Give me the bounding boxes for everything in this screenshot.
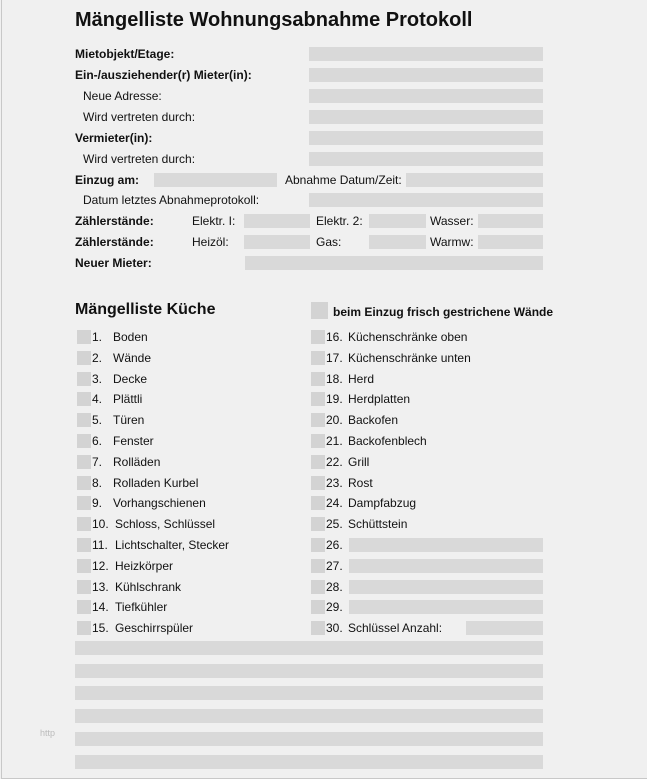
item-checkbox[interactable] xyxy=(77,621,91,635)
item-label: Tiefkühler xyxy=(115,600,168,614)
note-line[interactable] xyxy=(75,755,543,769)
field-wasser[interactable] xyxy=(478,214,543,228)
label-elektr-1: Elektr. I: xyxy=(192,214,236,228)
field-elektr-1[interactable] xyxy=(244,214,310,228)
field-vertreten-1[interactable] xyxy=(309,110,543,124)
item-number: 8. xyxy=(92,476,103,490)
item-number: 17. xyxy=(326,351,343,365)
item-label: Grill xyxy=(348,455,370,469)
item-checkbox[interactable] xyxy=(77,517,91,531)
painted-walls-checkbox[interactable] xyxy=(311,302,328,319)
item-label: Küchenschränke oben xyxy=(348,330,468,344)
item-checkbox[interactable] xyxy=(77,351,91,365)
item-checkbox[interactable] xyxy=(77,538,91,552)
item-number: 11. xyxy=(92,538,108,552)
item-number: 14. xyxy=(92,600,109,614)
item-number: 10. xyxy=(92,517,109,531)
item-checkbox[interactable] xyxy=(77,413,91,427)
item-label: Vorhangschienen xyxy=(113,496,206,510)
item-checkbox[interactable] xyxy=(311,496,325,510)
item-checkbox[interactable] xyxy=(77,600,91,614)
item-label: Küchenschränke unten xyxy=(348,351,471,365)
section-heading: Mängelliste Küche xyxy=(75,301,216,318)
item-field[interactable] xyxy=(349,559,543,573)
label-zaehler-2: Zählerstände: xyxy=(75,235,154,249)
item-label: Wände xyxy=(113,351,152,365)
item-checkbox[interactable] xyxy=(311,621,325,635)
item-number: 7. xyxy=(92,455,103,469)
field-gas[interactable] xyxy=(369,235,426,249)
label-elektr-2: Elektr. 2: xyxy=(316,214,363,228)
item-label: Backofen xyxy=(348,413,399,427)
label-vertreten-2: Wird vertreten durch: xyxy=(83,152,196,166)
item-label: Fenster xyxy=(113,434,154,448)
label-vermieter: Vermieter(in): xyxy=(75,131,153,145)
note-line[interactable] xyxy=(75,709,543,723)
item-number: 6. xyxy=(92,434,103,448)
item-label: Schüttstein xyxy=(348,517,408,531)
item-checkbox[interactable] xyxy=(311,517,325,531)
item-label: Schloss, Schlüssel xyxy=(115,517,216,531)
label-mietobjekt: Mietobjekt/Etage: xyxy=(75,47,175,61)
item-checkbox[interactable] xyxy=(77,559,91,573)
item-number: 25. xyxy=(326,517,343,531)
item-number: 9. xyxy=(92,496,103,510)
item-checkbox[interactable] xyxy=(311,476,325,490)
item-label: Plättli xyxy=(113,392,143,406)
item-checkbox[interactable] xyxy=(311,434,325,448)
item-label: Türen xyxy=(113,413,145,427)
item-number: 22. xyxy=(326,455,343,469)
item-label: Geschirrspüler xyxy=(115,621,194,635)
item-field[interactable] xyxy=(349,580,543,594)
item-checkbox[interactable] xyxy=(77,455,91,469)
item-number: 30. xyxy=(326,621,343,635)
item-number: 4. xyxy=(92,392,103,406)
label-warmw: Warmw: xyxy=(430,235,474,249)
item-field[interactable] xyxy=(349,538,543,552)
item-label: Boden xyxy=(113,330,148,344)
item-number: 23. xyxy=(326,476,343,490)
field-einzug[interactable] xyxy=(154,173,277,187)
note-line[interactable] xyxy=(75,664,543,678)
painted-walls-label: beim Einzug frisch gestrichene Wände xyxy=(333,305,554,319)
item-field[interactable] xyxy=(349,600,543,614)
item-number: 16. xyxy=(326,330,343,344)
item-number: 26. xyxy=(326,538,343,552)
label-gas: Gas: xyxy=(316,235,342,249)
field-warmw[interactable] xyxy=(478,235,543,249)
item-number: 21. xyxy=(326,434,343,448)
item-number: 2. xyxy=(92,351,103,365)
item-number: 5. xyxy=(92,413,103,427)
note-line[interactable] xyxy=(75,641,543,655)
item-checkbox[interactable] xyxy=(311,455,325,469)
label-neuer-mieter: Neuer Mieter: xyxy=(75,256,152,270)
item-checkbox[interactable] xyxy=(311,392,325,406)
field-mieter[interactable] xyxy=(309,68,543,82)
item-label: Herd xyxy=(348,372,375,386)
item-label: Dampfabzug xyxy=(348,496,417,510)
item-label: Rolläden xyxy=(113,455,161,469)
item-number: 24. xyxy=(326,496,343,510)
item-checkbox[interactable] xyxy=(77,496,91,510)
label-mieter: Ein-/ausziehender(r) Mieter(in): xyxy=(75,68,252,82)
item-label: Decke xyxy=(113,372,148,386)
label-abnahme: Abnahme Datum/Zeit: xyxy=(285,173,402,187)
field-neue-adresse[interactable] xyxy=(309,89,543,103)
item-number: 13. xyxy=(92,580,109,594)
field-abnahme[interactable] xyxy=(406,173,543,187)
form-page xyxy=(1,0,647,779)
field-mietobjekt[interactable] xyxy=(309,47,543,61)
item-checkbox[interactable] xyxy=(77,434,91,448)
field-datum-letztes[interactable] xyxy=(309,193,543,207)
item-checkbox[interactable] xyxy=(77,372,91,386)
field-vermieter[interactable] xyxy=(309,131,543,145)
label-vertreten-1: Wird vertreten durch: xyxy=(83,110,196,124)
item-label: Schlüssel Anzahl: xyxy=(348,621,443,635)
note-line[interactable] xyxy=(75,732,543,746)
label-einzug: Einzug am: xyxy=(75,173,140,187)
item-checkbox[interactable] xyxy=(311,351,325,365)
item-number: 1. xyxy=(92,330,103,344)
watermark: http xyxy=(40,728,56,738)
label-neue-adresse: Neue Adresse: xyxy=(83,89,162,103)
label-wasser: Wasser: xyxy=(430,214,474,228)
item-label: Backofenblech xyxy=(348,434,427,448)
field-elektr-2[interactable] xyxy=(369,214,426,228)
item-checkbox[interactable] xyxy=(311,330,325,344)
item-checkbox[interactable] xyxy=(77,330,91,344)
item-number: 18. xyxy=(326,372,343,386)
item-label: Lichtschalter, Stecker xyxy=(115,538,230,552)
item-checkbox[interactable] xyxy=(77,392,91,406)
item-checkbox[interactable] xyxy=(311,372,325,386)
item-number: 3. xyxy=(92,372,103,386)
item-label: Rost xyxy=(348,476,373,490)
item-checkbox[interactable] xyxy=(311,538,325,552)
item-field[interactable] xyxy=(466,621,543,635)
item-label: Kühlschrank xyxy=(115,580,182,594)
item-label: Rolladen Kurbel xyxy=(113,476,199,490)
label-heizoel: Heizöl: xyxy=(192,235,229,249)
item-number: 28. xyxy=(326,580,343,594)
item-checkbox[interactable] xyxy=(77,476,91,490)
item-number: 12. xyxy=(92,559,109,573)
item-number: 29. xyxy=(326,600,343,614)
label-datum-letztes: Datum letztes Abnahmeprotokoll: xyxy=(83,193,260,207)
item-checkbox[interactable] xyxy=(311,600,325,614)
label-zaehler-1: Zählerstände: xyxy=(75,214,154,228)
field-vertreten-2[interactable] xyxy=(309,152,543,166)
page-title: Mängelliste Wohnungsabnahme Protokoll xyxy=(75,9,473,31)
note-line[interactable] xyxy=(75,686,543,700)
field-heizoel[interactable] xyxy=(244,235,310,249)
field-neuer-mieter[interactable] xyxy=(245,256,543,270)
item-checkbox[interactable] xyxy=(311,559,325,573)
item-checkbox[interactable] xyxy=(311,580,325,594)
item-number: 27. xyxy=(326,559,343,573)
item-number: 15. xyxy=(92,621,109,635)
item-label: Heizkörper xyxy=(115,559,174,573)
item-checkbox[interactable] xyxy=(311,413,325,427)
item-number: 19. xyxy=(326,392,343,406)
item-checkbox[interactable] xyxy=(77,580,91,594)
item-number: 20. xyxy=(326,413,343,427)
item-label: Herdplatten xyxy=(348,392,411,406)
